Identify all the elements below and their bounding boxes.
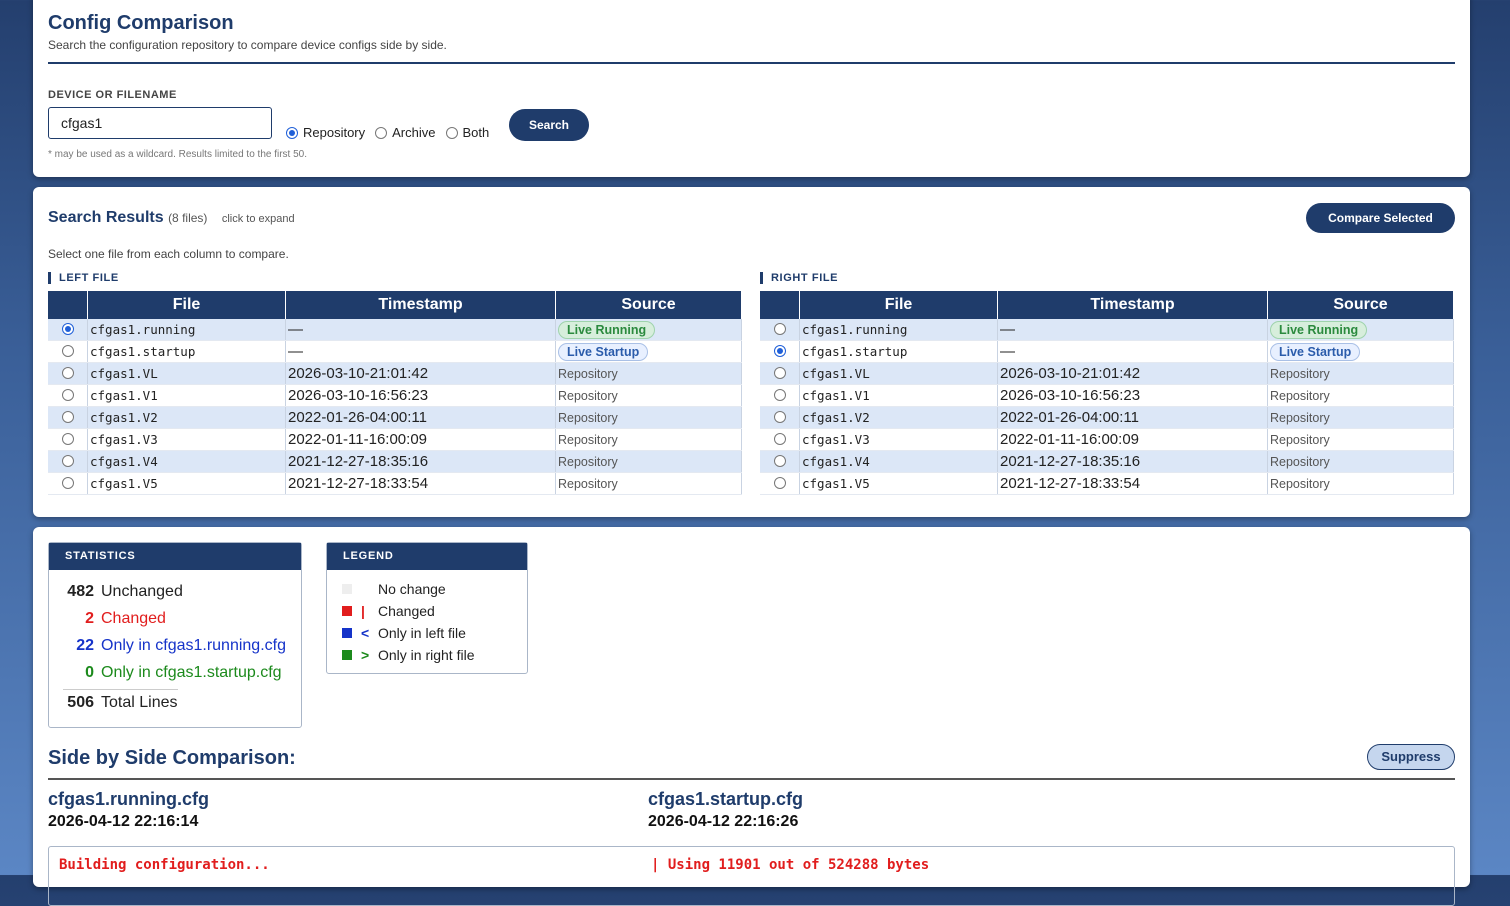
legend-row (342, 625, 466, 641)
suppress-button[interactable]: Suppress (1367, 744, 1455, 770)
stat-count: 0 (85, 664, 94, 681)
stat-count: 506 (67, 694, 94, 711)
source-badge: Live Startup (558, 343, 648, 361)
right-file-radio[interactable] (774, 455, 786, 467)
comparison-divider (48, 778, 1455, 780)
stat-label: Total Lines (101, 694, 178, 711)
radio-label: Repository (303, 125, 366, 140)
radio-label: Both (462, 125, 490, 140)
source-badge: Live Running (1270, 321, 1367, 339)
left-file-radio[interactable] (62, 477, 74, 489)
file-cell: cfgas1.startup (800, 341, 998, 363)
stat-label: Only in cfgas1.running.cfg (101, 637, 286, 654)
compare-selected-button[interactable]: Compare Selected (1306, 203, 1455, 233)
timestamp-cell: — (998, 341, 1268, 363)
results-expand-hint: click to expand (221, 213, 295, 225)
source-cell: Repository (556, 473, 742, 495)
source-badge: Live Startup (1270, 343, 1360, 361)
source-cell (1268, 319, 1454, 341)
timestamp-cell: — (286, 319, 556, 341)
left-file-radio[interactable] (62, 389, 74, 401)
left-file-row[interactable] (48, 341, 742, 363)
stat-label: Changed (101, 610, 166, 627)
legend-label: No change (378, 581, 446, 597)
left-file-radio[interactable] (62, 367, 74, 379)
timestamp-cell: 2021-12-27-18:33:54 (286, 473, 556, 495)
right-file-radio[interactable] (774, 367, 786, 379)
file-cell: cfgas1.V4 (88, 451, 286, 473)
column-header-file[interactable]: File (88, 291, 286, 319)
stat-count: 482 (67, 583, 94, 600)
source-option-repository[interactable] (286, 125, 365, 140)
results-title-text: Search Results (48, 209, 164, 226)
row-radio-cell (48, 473, 88, 495)
page-subtitle: Search the configuration repository to compare device configs side by side. (48, 38, 447, 52)
right-file-date: 2026-04-12 22:16:26 (648, 813, 799, 830)
row-radio-cell (760, 473, 800, 495)
source-cell: Repository (1268, 451, 1454, 473)
page-title: Config Comparison (48, 12, 234, 34)
stat-row (63, 664, 282, 682)
source-cell: Repository (556, 429, 742, 451)
timestamp-cell: 2026-03-10-21:01:42 (998, 363, 1268, 385)
file-cell: cfgas1.VL (800, 363, 998, 385)
file-cell: cfgas1.VL (88, 363, 286, 385)
stat-row (63, 610, 166, 628)
left-file-row[interactable] (48, 319, 742, 341)
results-count: (8 files) (168, 211, 208, 225)
legend-swatch (342, 606, 352, 616)
timestamp-cell: 2021-12-27-18:33:54 (998, 473, 1268, 495)
stat-count: 2 (85, 610, 94, 627)
right-file-row[interactable] (760, 473, 1454, 495)
results-panel (33, 187, 1470, 517)
column-header-timestamp[interactable]: Timestamp (286, 291, 556, 319)
stat-count: 22 (76, 637, 94, 654)
left-file-date: 2026-04-12 22:16:14 (48, 813, 199, 830)
right-file-row[interactable] (760, 341, 1454, 363)
left-file-row[interactable] (48, 407, 742, 429)
source-option-archive[interactable] (375, 125, 435, 140)
right-file-row[interactable] (760, 319, 1454, 341)
timestamp-cell: 2026-03-10-16:56:23 (998, 385, 1268, 407)
stat-row (63, 689, 178, 712)
legend-title: LEGEND (327, 543, 527, 570)
column-header-source[interactable]: Source (1268, 291, 1454, 319)
radio-button[interactable] (446, 127, 458, 139)
file-cell: cfgas1.running (88, 319, 286, 341)
stat-row (63, 637, 286, 655)
legend-symbol: < (361, 625, 370, 641)
radio-label: Archive (392, 125, 436, 140)
source-radio-group (286, 125, 489, 140)
source-cell (556, 341, 742, 363)
file-cell: cfgas1.V3 (88, 429, 286, 451)
diff-left-line: Building configuration... (59, 857, 270, 873)
row-radio-cell (48, 407, 88, 429)
left-file-radio[interactable] (62, 323, 74, 335)
legend-row (342, 581, 446, 597)
legend-row (342, 647, 474, 663)
left-file-label: LEFT FILE (48, 272, 119, 284)
timestamp-cell: — (286, 341, 556, 363)
legend-symbol: | (361, 603, 365, 619)
legend-symbol: > (361, 647, 370, 663)
right-file-row[interactable] (760, 407, 1454, 429)
select-column-header (48, 291, 88, 319)
right-file-radio[interactable] (774, 433, 786, 445)
right-file-radio[interactable] (774, 345, 786, 357)
right-file-radio[interactable] (774, 411, 786, 423)
source-cell: Repository (1268, 385, 1454, 407)
left-file-radio[interactable] (62, 455, 74, 467)
row-radio-cell (48, 319, 88, 341)
right-file-radio[interactable] (774, 323, 786, 335)
timestamp-cell: 2021-12-27-18:35:16 (998, 451, 1268, 473)
timestamp-cell: 2022-01-11-16:00:09 (286, 429, 556, 451)
row-radio-cell (760, 363, 800, 385)
source-cell: Repository (556, 385, 742, 407)
timestamp-cell: 2022-01-11-16:00:09 (998, 429, 1268, 451)
right-file-row[interactable] (760, 451, 1454, 473)
select-column-header (760, 291, 800, 319)
timestamp-cell: 2022-01-26-04:00:11 (286, 407, 556, 429)
source-cell (556, 319, 742, 341)
left-file-row[interactable] (48, 429, 742, 451)
right-file-row[interactable] (760, 385, 1454, 407)
right-file-row[interactable] (760, 363, 1454, 385)
left-file-table (48, 291, 742, 495)
file-cell: cfgas1.V2 (88, 407, 286, 429)
search-panel (33, 0, 1470, 177)
left-file-row[interactable] (48, 473, 742, 495)
left-file-row[interactable] (48, 451, 742, 473)
timestamp-cell: 2021-12-27-18:35:16 (286, 451, 556, 473)
row-radio-cell (760, 319, 800, 341)
table-header-row (48, 291, 742, 319)
left-file-radio[interactable] (62, 345, 74, 357)
source-option-both[interactable] (446, 125, 490, 140)
source-cell: Repository (556, 451, 742, 473)
file-cell: cfgas1.V4 (800, 451, 998, 473)
left-file-radio[interactable] (62, 411, 74, 423)
results-note: Select one file from each column to compare. (48, 247, 289, 261)
stat-label: Only in cfgas1.startup.cfg (101, 664, 282, 681)
file-cell: cfgas1.V1 (88, 385, 286, 407)
right-file-row[interactable] (760, 429, 1454, 451)
file-cell: cfgas1.startup (88, 341, 286, 363)
radio-button[interactable] (375, 127, 387, 139)
row-radio-cell (48, 451, 88, 473)
stat-label: Unchanged (101, 583, 183, 600)
legend-swatch (342, 628, 352, 638)
right-file-radio[interactable] (774, 477, 786, 489)
row-radio-cell (48, 341, 88, 363)
statistics-title: STATISTICS (49, 543, 301, 570)
file-cell: cfgas1.V3 (800, 429, 998, 451)
right-file-table (760, 291, 1454, 495)
statistics-box (48, 542, 302, 728)
file-cell: cfgas1.running (800, 319, 998, 341)
comparison-panel (33, 527, 1470, 887)
column-header-source[interactable]: Source (556, 291, 742, 319)
source-cell: Repository (1268, 363, 1454, 385)
search-label: DEVICE OR FILENAME (48, 89, 177, 101)
row-radio-cell (48, 429, 88, 451)
left-file-row[interactable] (48, 363, 742, 385)
title-divider (48, 62, 1455, 64)
file-cell: cfgas1.V5 (88, 473, 286, 495)
source-cell: Repository (556, 363, 742, 385)
legend-label: Only in left file (378, 625, 466, 641)
diff-right-line: | Using 11901 out of 524288 bytes (651, 857, 930, 873)
source-cell (1268, 341, 1454, 363)
left-file-radio[interactable] (62, 433, 74, 445)
row-radio-cell (48, 385, 88, 407)
source-cell: Repository (1268, 429, 1454, 451)
row-radio-cell (760, 407, 800, 429)
legend-row (342, 603, 435, 619)
radio-button[interactable] (286, 127, 298, 139)
legend-swatch (342, 584, 352, 594)
legend-label: Only in right file (378, 647, 475, 663)
row-radio-cell (48, 363, 88, 385)
search-button[interactable]: Search (509, 109, 589, 141)
table-header-row (760, 291, 1454, 319)
side-by-side-title: Side by Side Comparison: (48, 747, 296, 769)
search-input[interactable] (48, 107, 272, 139)
row-radio-cell (760, 451, 800, 473)
legend-label: Changed (378, 603, 435, 619)
left-file-name: cfgas1.running.cfg (48, 789, 210, 809)
source-cell: Repository (556, 407, 742, 429)
right-file-radio[interactable] (774, 389, 786, 401)
search-hint: * may be used as a wildcard. Results limited to the first 50. (48, 149, 308, 160)
right-file-label: RIGHT FILE (760, 272, 838, 284)
column-header-file[interactable]: File (800, 291, 998, 319)
timestamp-cell: 2026-03-10-16:56:23 (286, 385, 556, 407)
left-file-row[interactable] (48, 385, 742, 407)
legend-box (326, 542, 528, 674)
file-cell: cfgas1.V5 (800, 473, 998, 495)
row-radio-cell (760, 385, 800, 407)
timestamp-cell: 2022-01-26-04:00:11 (998, 407, 1268, 429)
file-cell: cfgas1.V2 (800, 407, 998, 429)
row-radio-cell (760, 429, 800, 451)
diff-view (48, 846, 1455, 906)
timestamp-cell: 2026-03-10-21:01:42 (286, 363, 556, 385)
source-cell: Repository (1268, 473, 1454, 495)
stat-row (63, 583, 183, 601)
right-file-name: cfgas1.startup.cfg (648, 789, 804, 809)
row-radio-cell (760, 341, 800, 363)
column-header-timestamp[interactable]: Timestamp (998, 291, 1268, 319)
results-title[interactable] (48, 209, 295, 227)
legend-swatch (342, 650, 352, 660)
source-badge: Live Running (558, 321, 655, 339)
file-cell: cfgas1.V1 (800, 385, 998, 407)
timestamp-cell: — (998, 319, 1268, 341)
source-cell: Repository (1268, 407, 1454, 429)
